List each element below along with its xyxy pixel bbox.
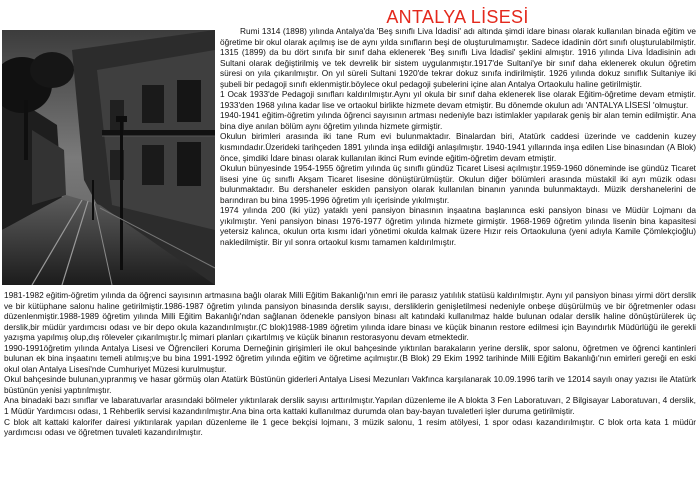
paragraph: C blok alt kattaki kalorifer dairesi yıktırılarak yapılan düzenleme ile 1 gece bekçisi lojmanı, 3 müzik salonu, 1 resim atölyesi, 1 spor odası kazandırılmıştır. C blok orta kata 1 müdür yardımcısı odası ve öğretmen tuvaleti kazandırılmıştır.	[4, 416, 696, 438]
paragraph: Okul bahçesinde bulunan,yıpranmış ve hasar görmüş olan Atatürk Büstünün giderleri Antalya Lisesi Mezunları Vakfınca karşılanarak 10.09.1996 tarih ve 12014 sayılı onay yazısı ile Atatürk büstünün yenisi yaptırılmıştır.	[4, 374, 696, 395]
paragraph: 1 Ocak 1933'de Pedagoji sınıfları kaldırılmıştır.Aynı yıl okula bir sınıf daha eklenerek lise olarak Eğitim-öğretime devam etmiştir. 1933'den 1968 yılına kadar lise ve ortaokul birlikte hizmete devam etmiştir. Bu dönemde okulun adı 'ANTALYA LİSESİ 'olmuştur.	[220, 89, 696, 110]
street-photo-bw-icon	[2, 30, 215, 285]
paragraph: 1990-1991öğretim yılında Antalya Lisesi ve Öğrencileri Koruma Derneğinin girişimleri ile okul bahçesinde yıktırılan barakaların yerine derslik, spor salonu, öğretmen ve öğrenci kantinleri bulunan ek bina inşaatını temeli atılmış;ve bu bina 1991-1992 öğretim yılında eğitim ve öğretime açılmıştır.(B Blok) 29 Ekim 1992 tarihinde Milli Eğitim Bakanlığı'nın emirleri gereği en eski okul olan Antalya Lisesi'nde Cumhuriyet Müzesi kurulmuştur.	[4, 342, 696, 374]
street-photo	[2, 30, 215, 285]
paragraph: Ana binadaki bazı sınıflar ve labaratuvarlar arasındaki bölmeler yıktırılarak derslik sayısı arttırılmıştır.Yapılan düzenleme ile A blokta 3 Fen Laboratuvarı, 2 Bilgisayar Laboratuvarı, 4 derslik, 1 Müdür Yardımcısı odası, 1 Rehberlik servisi kazandırılmıştır.Ana bina orta kattaki kullanılmaz durumda olan bay-bayan tuvaletleri işler duruma getirilmiştir.	[4, 395, 696, 417]
paragraph: 1974 yılında 200 (iki yüz) yataklı yeni pansiyon binasının inşaatına başlanınca eski pansiyon binası ve Müdür Lojmanı da yıkılmıştır. Yeni pansiyon binası 1976-1977 öğretim yılında hizmete girmiştir. 1968-1969 öğretim yılında lisenin bina kapasitesi yetersiz kalınca, okulun orta kısmı idari yönetimi okulda kalmak üzere Hızır reis Ortaokuluna (yeni adıyla Kamile Çömlekçioğlu) nakledilmiştir. Bir yıl sonra ortaokul kısmı tamamen kaldırılmıştır.	[220, 205, 696, 247]
right-text-column	[220, 26, 696, 247]
document-title: ANTALYA LİSESİ	[386, 7, 529, 27]
paragraph: 1940-1941 eğitim-öğretim yılında öğrenci sayısının artması nedeniyle bazı istimlakler yapılarak geniş bir alan temin edilmiştir. Ana bina diye anılan bölüm aynı öğretim yılında hizmete girmiştir.	[220, 110, 696, 131]
paragraph: Okulun bünyesinde 1954-1955 öğretim yılında üç sınıflı gündüz Ticaret Lisesi açılmıştır.1959-1960 döneminde ise gündüz Ticaret lisesi yine üç sınıflı Akşam Ticaret lisesine dönüştürülmüştür. Okulun diğer bölümleri arasında müstakil iki ayrı müzik odası bulunmaktadır. Bu dershaneler eskiden pansiyon olarak kullanılan binanın yanında bulunmaktaydı. Müzik dershanelerini de barındıran bu bina 1995-1996 öğretim yılı içerisinde yıkılmıştır.	[220, 163, 696, 205]
full-width-text	[4, 290, 696, 438]
paragraph: Okulun birimleri arasında iki tane Rum evi bulunmaktadır. Binalardan biri, Atatürk caddesi üzerinde ve caddenin kuzey kısmındadır.Üzerideki tarihçeden 1891 yılında inşa edildiği anlaşılmıştır. 1940-1941 yıllarında inşa edilen Lise binasından (A Blok) önce, şimdiki İdare binası olarak kullanılan ikinci Rum evinde eğitim-öğretim devam etmiştir.	[220, 131, 696, 163]
paragraph: Rumi 1314 (1898) yılında Antalya'da 'Beş sınıflı Liva İdadisi' adı altında şimdi idare binası olarak kullanılan binada eğitim ve öğretime bir okul olarak açılmış ise de aynı yılda sınıfların beşi de oluşturulmamıştır. Sadece idadinin dört sınıfı oluşturulabilmiştir. 1315 (1899) da bu dört sınıfa bir sınıf daha eklenerek 'Beş sınıflı Liva İdadisi' şeklini almıştır. 1916 yılında Liva İdadisinin adı Sultani olarak değiştirilmiş ve tek devrelik bir sistem uygulanmıştır.1917'de Sultani'ye bir sınıf daha eklenerek okulun öğretim süresi on yıla çıkarılmıştır. On yıl süreli Sultani 1920'de tekrar dokuz sınıfa indirilmiştir. 1926 yılında dokuz sınıflık Sultaniye iki şubeli bir pedagoji sınıfı eklenmiştir.böylece okul pedagoji şubelerini içine alan Antalya Ortaokulu haline getirilmiştir.	[220, 26, 696, 89]
paragraph: 1981-1982 eğitim-öğretim yılında da öğrenci sayısının artmasına bağlı olarak Milli Eğitim Bakanlığı'nın emri ile parasız yatılılık statüsü kaldırılmıştır. Aynı yıl pansiyon binası yirmi dört derslik ve bir kütüphane salonu haline getirilmiştir.1986-1987 öğretim yılında pansiyon binasında derslik sayısı, dersliklerin genişletilmesi nedeniyle onbeşe düşürülmüş ve bir öğretmenler odası düzenlenmiştir.1988-1989 öğretim yılında Milli Eğitim Bakanlığı'ndan sağlanan ödenekle pansiyon binası alt katındaki kullanılmaz halde bulunan odalar derslik haline dönüştürülerek üç derslik,bir müdür yardımcısı odası ve bir depo okula kazandırılmıştır.(C blok)1988-1989 öğretim yılında idare binası ve küçük binanın restore edilmesi için Bayındırlık Müdürlüğü ile gerekli yazışma yapılmış olup,dış röleveler çıkarılmıştır.İç mimari planları çıkartılmış ve küçük binanın restorasyonu devam etmektedir.	[4, 290, 696, 343]
